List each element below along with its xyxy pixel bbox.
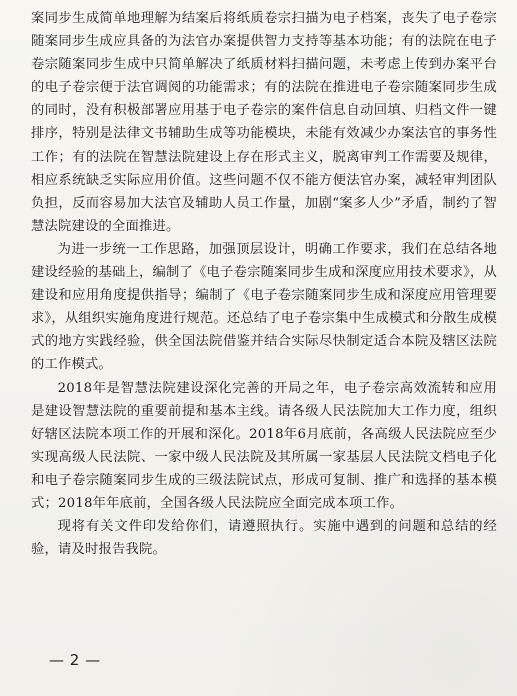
reverse-side-bleed-through <box>238 603 428 639</box>
paragraph-work-approach: 为进一步统一工作思路，加强顶层设计，明确工作要求，我们在总结各地建设经验的基础上，编制了《电子卷宗随案同步生成和深度应用技术要求》，从建设和应用角度提供指导；编制了《电子卷宗随案同步生成和深度应用管理要求》，从组织实施角度进行规范。还总结了电子卷宗集中生成模式和分散生成模式的地方实践经验，供全国法院借鉴并结合实际尽快制定适合本院及辖区法院的工作模式。 <box>31 241 497 373</box>
paragraph-continuation: 案同步生成简单地理解为结案后将纸质卷宗扫描为电子档案，丧失了电子卷宗随案同步生成应具备的为法官办案提供智力支持等基本功能；有的法院在电子卷宗随案同步生成中只简单解决了纸质材料扫描问题，未考虑上传到办案平台的电子卷宗便于法官调阅的功能需求；有的法院在推进电子卷宗随案同步生成的同时，没有积极部署应用基于电子卷宗的案件信息自动回填、归档文件一键排序，特别是法律文书辅助生成等功能模块，未能有效减少办案法官的事务性工作；有的法院在智慧法院建设上存在形式主义，脱离审判工作需要及规律，相应系统缺乏实际应用价值。这些问题不仅不能方便法官办案，减轻审判团队负担，反而容易加大法官及辅助人员工作量，加剧“案多人少”矛盾，制约了智慧法院建设的全面推进。 <box>31 11 497 234</box>
paragraph-2018-requirements: 2018年是智慧法院建设深化完善的开局之年，电子卷宗高效流转和应用是建设智慧法院的重要前提和基本主线。请各级人民法院加大工作力度，组织好辖区法院本项工作的开展和深化。2018年6月底前，各高级人民法院应至少实现高级人民法院、一家中级人民法院及其所属一家基层人民法院文档电子化和电子卷宗随案同步生成的三级法院试点，形成可复制、推广和选择的基本模式；2018年年底前，全国各级人民法院应全面完成本项工作。 <box>31 380 497 511</box>
document-body <box>31 7 497 561</box>
paragraph-closing-instruction: 现将有关文件印发给你们，请遵照执行。实施中遇到的问题和总结的经验，请及时报告我院。 <box>31 519 497 558</box>
page-number: — 2 — <box>49 651 101 669</box>
